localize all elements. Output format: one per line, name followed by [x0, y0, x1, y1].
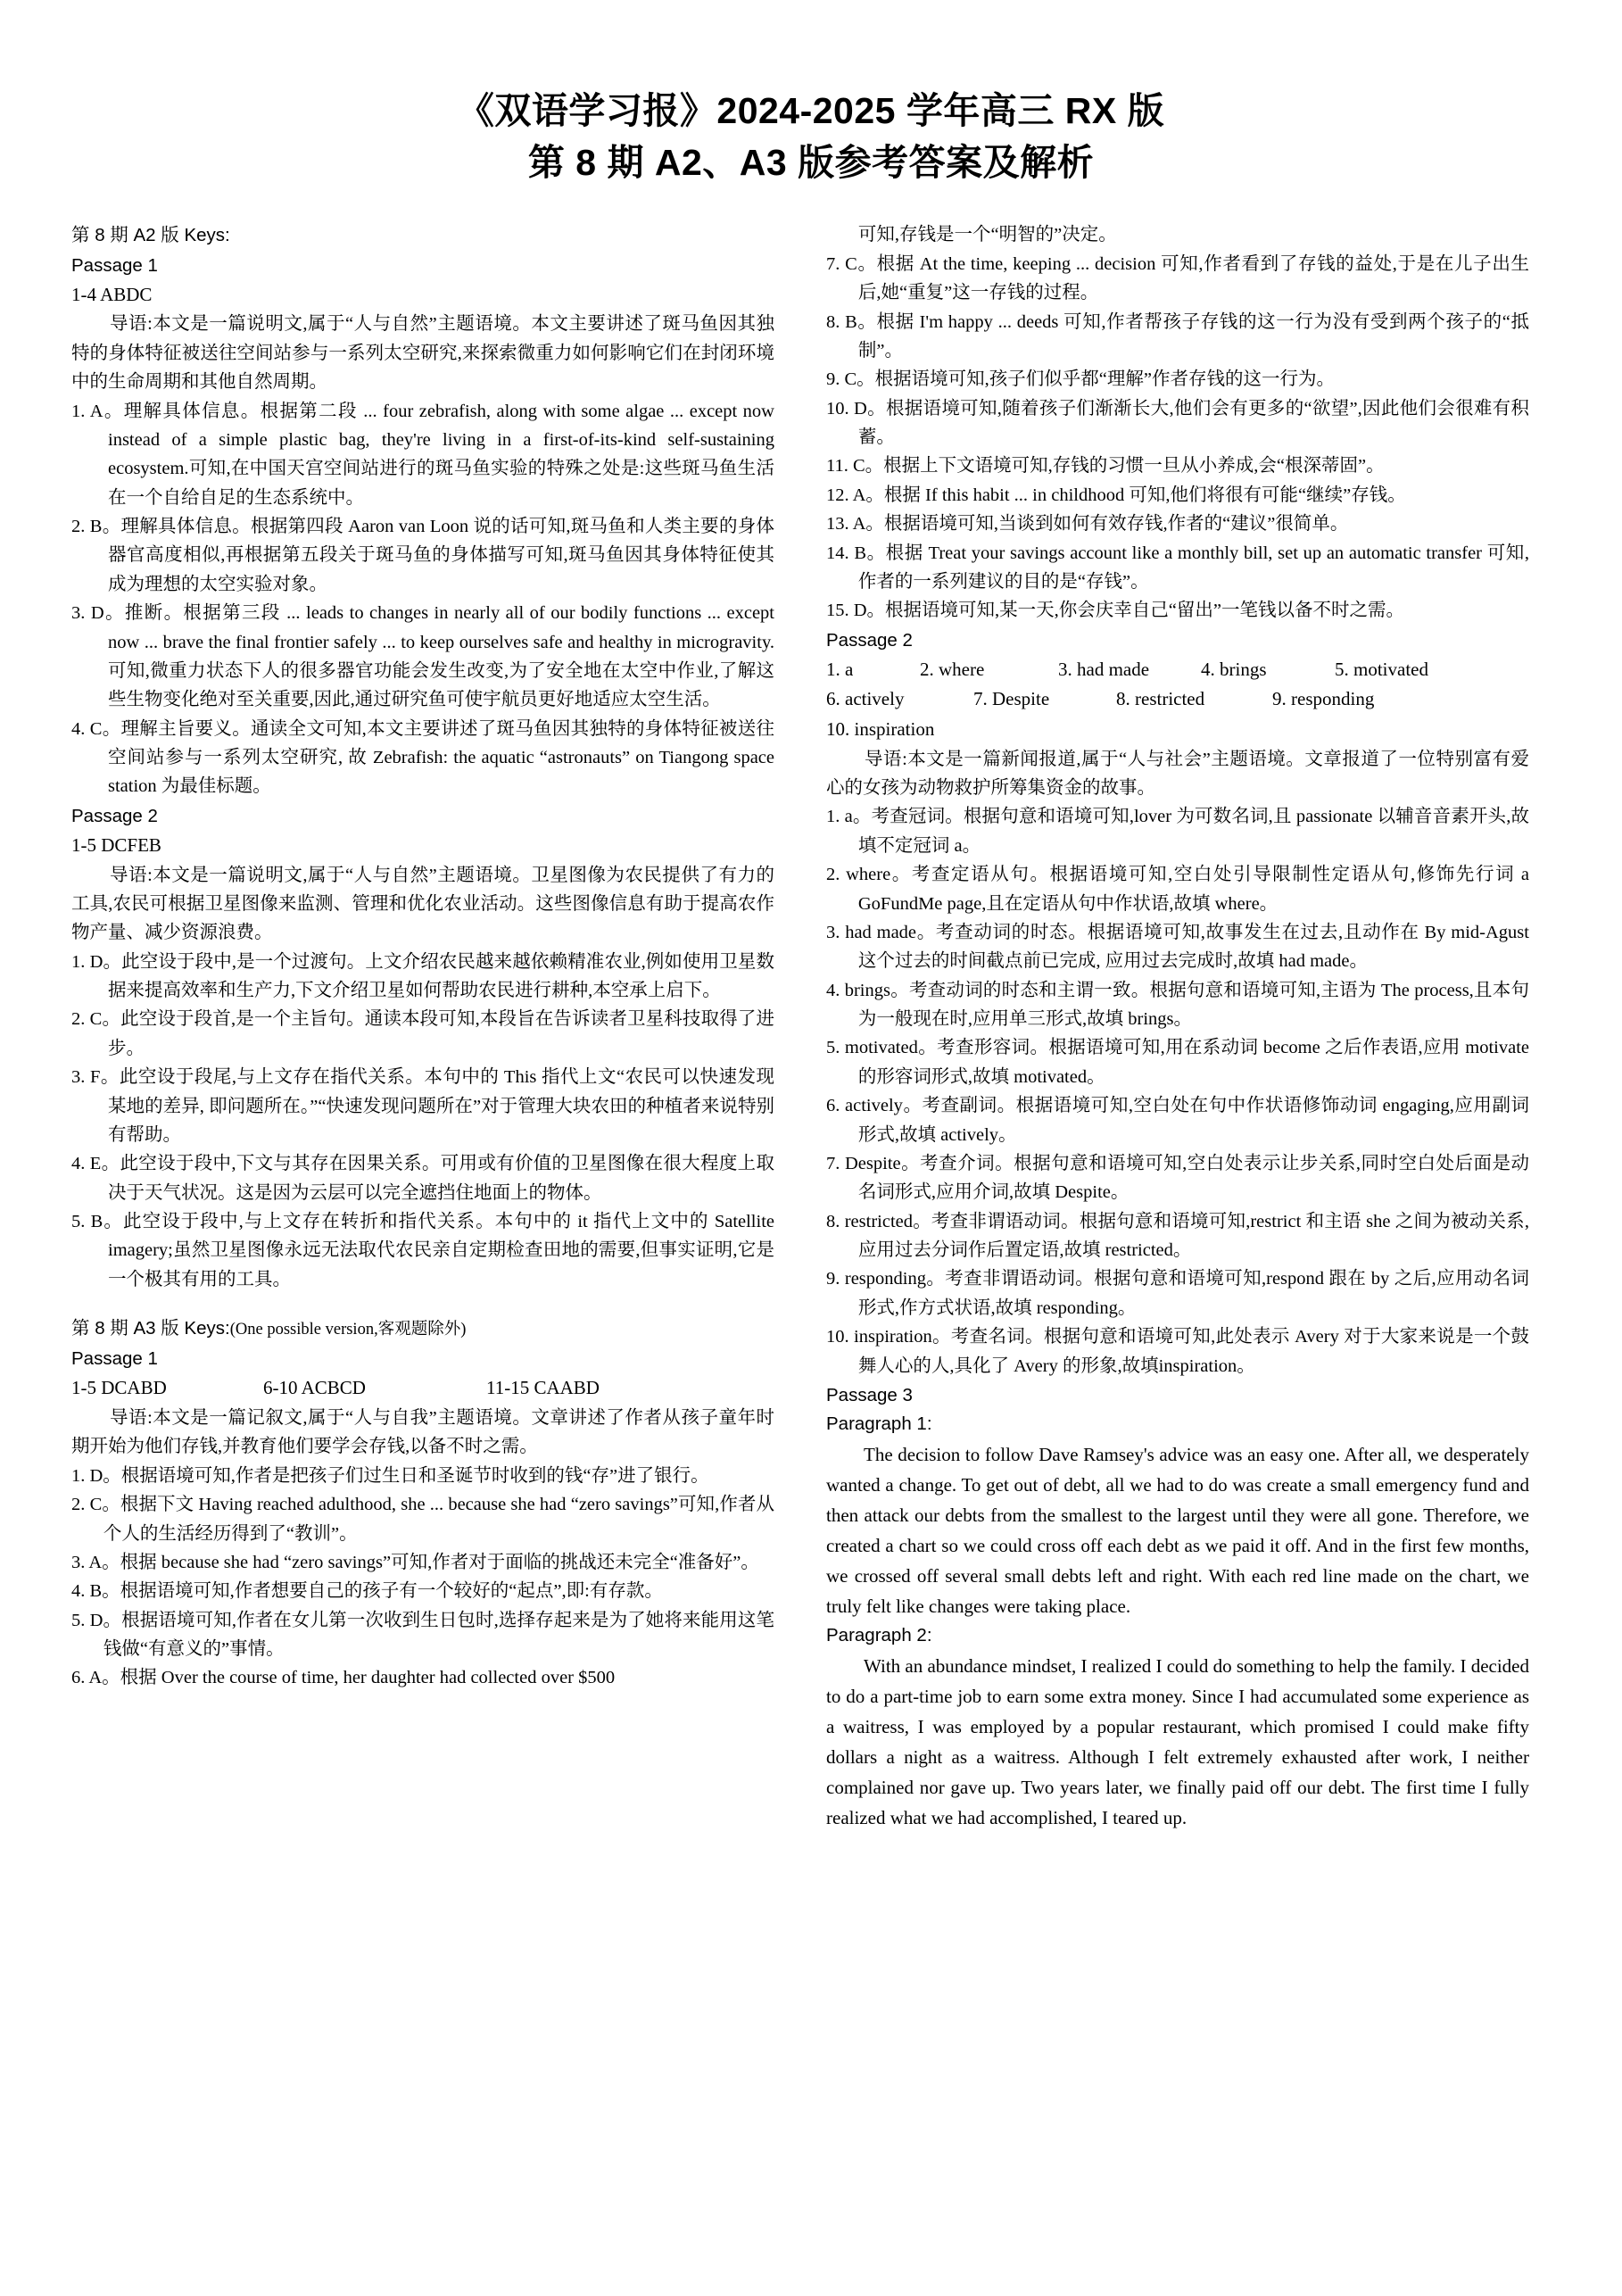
a3-p1-answers-3: 11-15 CAABD [486, 1377, 600, 1399]
a3-section-heading-note: (One possible version,客观题除外) [229, 1321, 467, 1339]
a3-p3-paragraph-1-text: The decision to follow Dave Ramsey's advice was an easy one. After all, we desperately wanted a change. To get out of debt, all we had to do was create a small emergency fund and then attack our debts from the smallest to the largest until they were all gone. Therefore, we created a chart so we could cross off each debt as we paid it off. And in the first few months, we crossed off several small debts left and right. With each red line made on the chart, we truly felt like changes were taking place. [826, 1443, 1529, 1617]
a3-p2-item-7: 7. Despite。考查介词。根据句意和语境可知,空白处表示让步关系,同时空白处后面是动名词形式,应用介词,故填 Despite。 [826, 1153, 1529, 1203]
page-masthead [71, 85, 1551, 188]
a3-passage-1-title: Passage 1 [71, 1348, 158, 1370]
a3-p2-answer-9: 9. responding [1272, 688, 1375, 710]
a2-p2-item-2: 2. C。此空设于段首,是一个主旨句。通读本段可知,本段旨在告诉读者卫星科技取得了进步。 [71, 1009, 774, 1058]
a3-p1-item-6: 6. A。根据 Over the course of time, her daughter had collected over $500 [71, 1668, 616, 1688]
a2-passage-1-lead: 导语:本文是一篇说明文,属于“人与自然”主题语境。本文主要讲述了斑马鱼因其独特的身体特征被送往空间站参与一系列太空研究,来探索微重力如何影响它们在封闭环境中的生命周期和其他自然周期。 [71, 314, 774, 393]
a3-p1-answers-1: 1-5 DCABD [71, 1377, 167, 1399]
a3-p1-item-2: 2. C。根据下文 Having reached adulthood, she ... because she had “zero savings”可知,作者从个人的生活经历得到了“教训”。 [71, 1495, 774, 1544]
a2-p2-item-3: 3. F。此空设于段尾,与上文存在指代关系。本句中的 This 指代上文“农民可以快速发现某地的差异, 即问题所在。”“快速发现问题所在”对于管理大块农田的种植者来说特别有帮助。 [71, 1067, 774, 1145]
a3-p2-item-1: 1. a。考查冠词。根据句意和语境可知,lover 为可数名词,且 passionate 以辅音音素开头,故填不定冠词 a。 [826, 807, 1529, 856]
a2-passage-2-lead: 导语:本文是一篇说明文,属于“人与自然”主题语境。卫星图像为农民提供了有力的工具,农民可根据卫星图像来监测、管理和优化农业活动。这些图像信息有助于提高农作物产量、减少资源浪费。 [71, 865, 774, 943]
a2-p2-item-5: 5. B。此空设于段中,与上文存在转折和指代关系。本句中的 it 指代上文中的 Satellite imagery;虽然卫星图像永远无法取代农民亲自定期检查田地的需要,但事实证明,它是一个极其有用的工具。 [71, 1212, 774, 1289]
a3-p2-answer-1: 1. a [826, 658, 854, 680]
a3-p2-answer-row-1 [826, 655, 1529, 685]
a3-p2-answer-5: 5. motivated [1335, 658, 1428, 680]
a3-p2-answer-8: 8. restricted [1116, 688, 1205, 710]
a3-p2-answer-2: 2. where [920, 658, 985, 680]
a3-p2-answer-7: 7. Despite [973, 688, 1050, 710]
a3-p1-item-11: 11. C。根据上下文语境可知,存钱的习惯一旦从小养成,会“根深蒂固”。 [826, 456, 1385, 477]
a2-passage-2-answers: 1-5 DCFEB [71, 834, 161, 857]
a2-passage-2-title: Passage 2 [71, 805, 158, 826]
a3-p1-answers-2: 6-10 ACBCD [263, 1377, 366, 1399]
a3-p1-item-8: 8. B。根据 I'm happy ... deeds 可知,作者帮孩子存钱的这一行为没有受到两个孩子的“抵制”。 [826, 311, 1529, 361]
a2-section-heading: 第 8 期 A2 版 Keys: [71, 225, 230, 246]
a3-passage-2-lead: 导语:本文是一篇新闻报道,属于“人与社会”主题语境。文章报道了一位特别富有爱心的女孩为动物救护所筹集资金的故事。 [826, 749, 1529, 799]
a3-p2-item-2: 2. where。考查定语从句。根据语境可知,空白处引导限制性定语从句,修饰先行词 a GoFundMe page,且在定语从句中作状语,故填 where。 [826, 865, 1529, 914]
a3-p2-item-10: 10. inspiration。考查名词。根据句意和语境可知,此处表示 Avery 对于大家来说是一个鼓舞人心的人,具化了 Avery 的形象,故填inspiration。 [826, 1327, 1529, 1376]
a3-p1-item-10: 10. D。根据语境可知,随着孩子们渐渐长大,他们会有更多的“欲望”,因此他们会很难有积蓄。 [826, 398, 1529, 448]
a3-passage-2-title: Passage 2 [826, 629, 913, 651]
masthead-line-2: 第 8 期 A2、A3 版参考答案及解析 [527, 142, 1095, 184]
masthead-line-1: 《双语学习报》2024-2025 学年高三 RX 版 [457, 90, 1165, 131]
a3-p2-item-9: 9. responding。考查非谓语动词。根据句意和语境可知,respond 跟在 by 之后,应用动名词形式,作方式状语,故填 responding。 [826, 1269, 1529, 1318]
a3-p1-item-15: 15. D。根据语境可知,某一天,你会庆幸自己“留出”一笔钱以备不时之需。 [826, 601, 1405, 621]
a3-p3-paragraph-2-text: With an abundance mindset, I realized I could do something to help the family. I decided to do a part-time job to earn some extra money. Since I had accumulated some experience as a waitress, I was employed by a popular restaurant, which promised I could make fifty dollars a night as a waitress. Although I felt extremely exhausted after work, I neither complained nor gave up. Two years later, we finally paid off our debt. The first time I fully realized what we had accomplished, I teared up. [826, 1654, 1529, 1828]
a3-p3-paragraph-2-label: Paragraph 2: [826, 1625, 932, 1646]
a3-p2-item-5: 5. motivated。考查形容词。根据语境可知,用在系动词 become 之后作表语,应用 motivate 的形容词形式,故填 motivated。 [826, 1038, 1529, 1087]
a2-passage-1-answers: 1-4 ABDC [71, 283, 153, 305]
a3-p2-answer-6: 6. actively [826, 688, 905, 710]
a3-p2-item-3: 3. had made。考查动词的时态。根据语境可知,故事发生在过去,且动作在 By mid-Agust 这个过去的时间截点前已完成, 应用过去完成时,故填 had made。 [826, 922, 1529, 972]
a3-p1-item-14: 14. B。根据 Treat your savings account like a monthly bill, set up an automatic transfer 可知,作者的一系列建议的目的是“存钱”。 [826, 543, 1529, 592]
a3-p2-answer-row-3: 10. inspiration [826, 718, 935, 741]
a3-section-heading-text: 第 8 期 A3 版 Keys: [71, 1318, 230, 1339]
right-column [826, 220, 1529, 1832]
a3-p1-item-1: 1. D。根据语境可知,作者是把孩子们过生日和圣诞节时收到的钱“存”进了银行。 [71, 1465, 709, 1486]
a3-p1-item-12: 12. A。根据 If this habit ... in childhood 可知,他们将很有可能“继续”存钱。 [826, 485, 1406, 505]
a3-p2-item-6: 6. actively。考查副词。根据语境可知,空白处在句中作状语修饰动词 engaging,应用副词形式,故填 actively。 [826, 1096, 1529, 1145]
a3-p1-item-9: 9. C。根据语境可知,孩子们似乎都“理解”作者存钱的这一行为。 [826, 369, 1335, 390]
a3-p2-item-4: 4. brings。考查动词的时态和主谓一致。根据句意和语境可知,主语为 The process,且本句为一般现在时,应用单三形式,故填 brings。 [826, 980, 1529, 1030]
a3-p1-item-5: 5. D。根据语境可知,作者在女儿第一次收到生日包时,选择存起来是为了她将来能用这笔钱做“有意义的”事情。 [71, 1610, 774, 1659]
a3-p2-answer-3: 3. had made [1058, 658, 1150, 680]
a2-p1-item-2: 2. B。理解具体信息。根据第四段 Aaron van Loon 说的话可知,斑马鱼和人类主要的身体器官高度相似,再根据第五段关于斑马鱼的身体描写可知,斑马鱼因其身体特征使其成为理想的太空实验对象。 [71, 517, 774, 594]
a3-p1-item-3: 3. A。根据 because she had “zero savings”可知,作者对于面临的挑战还未完全“准备好”。 [71, 1552, 759, 1572]
continuation-line: 可知,存钱是一个“明智的”决定。 [857, 225, 1117, 245]
a3-p2-answer-4: 4. brings [1201, 658, 1267, 680]
a3-p1-item-13: 13. A。根据语境可知,当谈到如何有效存钱,作者的“建议”很简单。 [826, 514, 1349, 535]
left-column [71, 220, 774, 1692]
a3-section-heading [71, 1314, 774, 1344]
a2-p2-item-1: 1. D。此空设于段中,是一个过渡句。上文介绍农民越来越依赖精准农业,例如使用卫星数据来提高效率和生产力,下文介绍卫星如何帮助农民进行耕种,本空承上启下。 [71, 951, 774, 1001]
a3-p1-item-7: 7. C。根据 At the time, keeping ... decision 可知,作者看到了存钱的益处,于是在儿子出生后,她“重复”这一存钱的过程。 [826, 253, 1529, 303]
a2-p2-item-4: 4. E。此空设于段中,下文与其存在因果关系。可用或有价值的卫星图像在很大程度上取决于天气状况。这是因为云层可以完全遮挡住地面上的物体。 [71, 1154, 774, 1203]
a2-passage-1-title: Passage 1 [71, 254, 158, 276]
a3-p2-answer-row-2 [826, 684, 1529, 715]
a3-passage-1-lead: 导语:本文是一篇记叙文,属于“人与自我”主题语境。文章讲述了作者从孩子童年时期开始为他们存钱,并教育他们要学会存钱,以备不时之需。 [71, 1408, 774, 1457]
a3-p2-item-8: 8. restricted。考查非谓语动词。根据句意和语境可知,restrict 和主语 she 之间为被动关系,应用过去分词作后置定语,故填 restricted。 [826, 1211, 1529, 1261]
a3-passage-1-answer-row [71, 1373, 774, 1404]
two-column-body [71, 220, 1551, 1832]
a2-p1-item-4: 4. C。理解主旨要义。通读全文可知,本文主要讲述了斑马鱼因其独特的身体特征被送往空间站参与一系列太空研究, 故 Zebrafish: the aquatic “astronauts” on Tiangong space station 为最佳标题。 [71, 718, 774, 797]
a3-p3-paragraph-1-label: Paragraph 1: [826, 1413, 932, 1435]
a2-p1-item-1: 1. A。理解具体信息。根据第二段 ... four zebrafish, along with some algae ... except now instead of a simple plastic bag, they're living in a first-of-its-kind self-sustaining ecosystem.可知,在中国天宫空间站进行的斑马鱼实验的特殊之处是:这些斑马鱼生活在一个自给自足的生态系统中。 [71, 401, 774, 508]
a3-passage-3-title: Passage 3 [826, 1384, 913, 1405]
a3-p1-item-4: 4. B。根据语境可知,作者想要自己的孩子有一个较好的“起点”,即:有存款。 [71, 1581, 663, 1602]
a2-p1-item-3: 3. D。推断。根据第三段 ... leads to changes in nearly all of our bodily functions ... except now ... brave the final frontier safely ... to keep ourselves safe and healthy in microgravity.可知,微重力状态下人的很多器官功能会发生改变,为了安全地在太空中作业,了解这些生物变化绝对至关重要,因此,通过研究鱼可使宇航员更好地适应太空生活。 [71, 603, 774, 710]
